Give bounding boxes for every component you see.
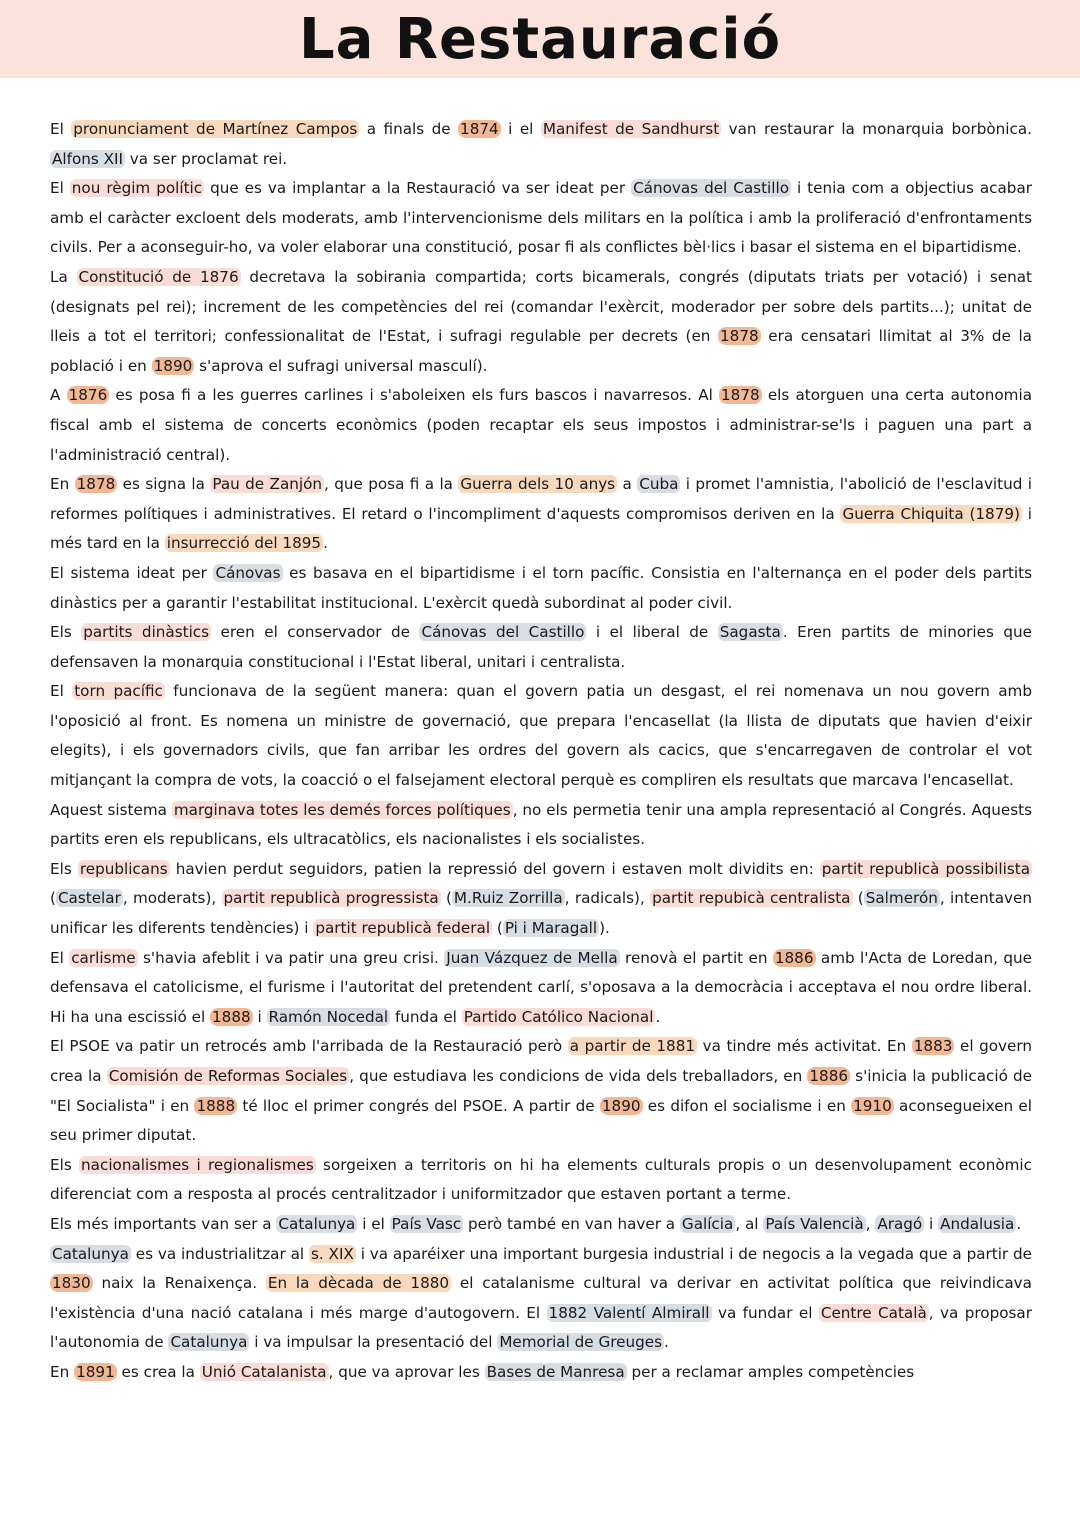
text-run: , moderats), (122, 889, 222, 908)
paragraph (50, 1032, 1032, 1150)
text-run: es va industrialitzar al (130, 1244, 309, 1263)
text-run: i va aparéixer una important burgesia industrial i de negocis a la vegada que a partir de (355, 1244, 1033, 1263)
highlighted-term: Catalunya (52, 1244, 129, 1263)
highlighted-term: insurrecció del 1895 (166, 534, 322, 553)
text-run: i el (357, 1214, 390, 1233)
text-run: a finals de (359, 120, 459, 138)
text-run: ( (440, 889, 452, 908)
text-run: Els (50, 623, 82, 642)
highlighted-term: País Valencià (765, 1214, 864, 1233)
highlighted-term: País Vasc (391, 1214, 462, 1233)
highlighted-term: Constitució de 1876 (78, 267, 239, 286)
text-run: decretava la sobirania compartida; corts bicamerals, congrés (diputats triats per votació) i senat (designats pel rei); increment de les competències del rei (comandar l'exèrcit, moderador per sobre dels partits...); unitat de lleis a tot el territori; confessionalitat de l'Estat, i sufragi regulable per decrets (en (50, 267, 1032, 346)
paragraph (50, 174, 1032, 263)
highlighted-term: Andalusia (940, 1214, 1015, 1233)
paragraph (50, 1210, 1032, 1240)
text-run: El (50, 120, 72, 138)
text-run: va fundar el (711, 1303, 819, 1322)
text-run: , va proposar l'autonomia de (50, 1303, 1032, 1352)
paragraph (50, 796, 1032, 855)
text-run: i (924, 1214, 939, 1233)
text-run: es posa fi a les guerres carlines i s'aboleixen els furs bascos i navarresos. Al (109, 386, 719, 405)
highlighted-term: 1890 (601, 1096, 641, 1115)
highlighted-term: Cánovas del Castillo (633, 179, 789, 198)
highlighted-term: 1874 (460, 120, 499, 138)
paragraph (50, 381, 1032, 470)
highlighted-term: En la dècada de 1880 (267, 1274, 450, 1293)
highlighted-term: Pi i Maragall (504, 919, 598, 938)
text-run: El sistema ideat per (50, 563, 214, 582)
highlighted-term: pronunciament de Martínez Campos (73, 120, 358, 138)
highlighted-term: partit repubicà centralista (652, 889, 851, 908)
highlighted-term: Pau de Zanjón (212, 475, 323, 494)
highlighted-term: nou règim polític (71, 179, 203, 198)
text-run: ( (492, 919, 503, 938)
text-run: va tindre més activitat. En (697, 1037, 912, 1056)
text-run: té lloc el primer congrés del PSOE. A partir de (237, 1096, 600, 1115)
highlighted-term: 1890 (153, 356, 193, 375)
text-run: va ser proclamat rei. (124, 149, 288, 168)
text-run: ). (599, 919, 610, 938)
highlighted-term: Bases de Manresa (486, 1362, 625, 1381)
highlighted-term: 1830 (52, 1274, 91, 1293)
text-run: Els més importants van ser a (50, 1214, 277, 1233)
text-run: i (252, 1007, 267, 1026)
paragraph (50, 263, 1032, 381)
highlighted-term: Juan Vázquez de Mella (446, 948, 618, 967)
highlighted-term: 1910 (853, 1096, 892, 1115)
text-run: , que estudiava les condicions de vida dels treballadors, en (349, 1067, 808, 1085)
text-run: que es va implantar a la Restauració va ser ideat per (204, 179, 632, 198)
text-run: i promet l'amnistia, l'abolició de l'esclavitud i reformes polítiques i administratives. El retard o l'incompliment d'aquests compromisos deriven en la (50, 475, 1032, 523)
text-run: es difon el socialisme i en (642, 1096, 852, 1115)
notes-body (50, 115, 1032, 1388)
highlighted-term: Centre Català (820, 1303, 927, 1322)
text-run: i més tard en la (50, 504, 1032, 553)
text-run: , no els permetia tenir una ampla representació al Congrés. Aquests partits eren els republicans, els ultracatòlics, els nacionalistes i els socialistes. (50, 800, 1033, 849)
text-run: s'havia afeblit i va patir una greu crisi. (137, 948, 445, 967)
text-run: naix la Renaixença. (92, 1274, 266, 1293)
text-run: , que va aprovar les (328, 1362, 485, 1381)
text-run: amb l'Acta de Loredan, que defensava el catolicisme, el furisme i l'autoritat del pretendent carlí, s'oposava a la democràcia i acceptava el nou ordre liberal. Hi ha una escissió el (50, 948, 1032, 1026)
highlighted-term: Cánovas del Castillo (421, 623, 585, 642)
paragraph (50, 115, 1032, 174)
paragraph (50, 1151, 1032, 1210)
paragraph (50, 855, 1032, 944)
highlighted-term: 1878 (720, 327, 759, 346)
highlighted-term: Partido Católico Nacional (463, 1007, 654, 1026)
highlighted-term: s. XIX (310, 1244, 354, 1263)
text-run: El (50, 682, 73, 701)
text-run: i el (500, 120, 541, 138)
text-run: En (50, 1362, 75, 1381)
text-run: Els (50, 859, 78, 878)
highlighted-term: Guerra Chiquita (1879) (842, 504, 1020, 523)
text-run: renovà el partit en (619, 948, 773, 967)
highlighted-term: Cánovas (215, 563, 281, 582)
highlighted-term: 1878 (76, 475, 116, 494)
text-run: , intentaven unificar les diferents tendències) i (50, 889, 1032, 938)
highlighted-term: 1886 (809, 1067, 849, 1085)
highlighted-term: torn pacífic (74, 682, 163, 701)
highlighted-term: Sagasta (719, 623, 781, 642)
highlighted-term: Ramón Nocedal (268, 1007, 389, 1026)
page-title: La Restauració (298, 6, 782, 72)
highlighted-term: nacionalismes i regionalismes (81, 1155, 314, 1174)
text-run: era censatari llimitat al 3% de la població i en (50, 327, 1032, 375)
text-run: ( (852, 889, 864, 908)
highlighted-term: republicans (79, 859, 168, 878)
text-run: a (617, 475, 638, 494)
text-run: A (50, 386, 67, 405)
highlighted-term: M.Ruiz Zorrilla (453, 889, 563, 908)
text-run: però també en van haver a (463, 1214, 680, 1233)
highlighted-term: marginava totes les demés forces polítiques (173, 800, 511, 819)
text-run: En (50, 475, 75, 494)
text-run: Aquest sistema (50, 800, 172, 819)
highlighted-term: Catalunya (170, 1333, 248, 1352)
text-run: es signa la (117, 475, 211, 494)
text-run: La (50, 267, 77, 286)
highlighted-term: 1888 (212, 1007, 251, 1026)
text-run: i el liberal de (586, 623, 718, 642)
highlighted-term: Cuba (639, 475, 679, 494)
highlighted-term: Alfons XII (52, 149, 123, 168)
text-run: s'aprova el sufragi universal masculí). (194, 356, 488, 375)
text-run: , al (735, 1214, 764, 1233)
highlighted-term: partit republicà federal (315, 919, 491, 938)
highlighted-term: 1876 (68, 386, 108, 405)
highlighted-term: Memorial de Greuges (499, 1333, 663, 1352)
text-run: , que posa fi a la (324, 475, 459, 494)
text-run: aconsegueixen el seu primer diputat. (50, 1096, 1032, 1145)
text-run: , (865, 1214, 876, 1233)
text-run: van restaurar la monarquia borbònica. (721, 120, 1032, 138)
highlighted-term: partit republicà possibilista (821, 859, 1030, 878)
highlighted-term: 1882 Valentí Almirall (548, 1303, 710, 1322)
text-run: . (664, 1333, 669, 1352)
paragraph (50, 618, 1032, 677)
paragraph (50, 470, 1032, 559)
highlighted-term: 1886 (774, 948, 814, 967)
text-run: i tenia com a objectius acabar amb el caràcter excloent dels moderats, amb l'intervencionisme dels militars en la política i amb la proliferació d'enfrontaments civils. Per a aconseguir-ho, va voler elaborar una constitució, posar fi als conflictes bèl·lics i basar el sistema en el bipartidisme. (50, 179, 1032, 257)
highlighted-term: Castelar (57, 889, 121, 908)
text-run: s'inicia la publicació de "El Socialista" i en (50, 1067, 1033, 1115)
highlighted-term: 1891 (76, 1362, 115, 1381)
text-run: funcionava de la següent manera: quan el govern patia un desgast, el rei nomenava un nou govern amb l'oposició al front. Es nomena un ministre de governació, que prepara l'encasellat (la llista de diputats que havien d'eixir elegits), i els governadors civils, que fan arribar les ordres del govern als cacics, que s'encarregaven de controlar el vot mitjançant la compra de vots, la coacció o el falsejament electoral perquè es compliren els resultats que marcava l'encasellat. (50, 682, 1032, 790)
text-run: funda el (390, 1007, 462, 1026)
text-run: es basava en el bipartidisme i el torn pacífic. Consistia en l'alternança en el poder dels partits dinàstics per a garantir l'estabilitat institucional. L'exèrcit quedà subordinat al poder civil. (50, 563, 1033, 612)
highlighted-term: Manifest de Sandhurst (542, 120, 720, 138)
highlighted-term: Guerra dels 10 anys (460, 475, 616, 494)
paragraph (50, 1240, 1032, 1358)
highlighted-term: Comisión de Reformas Sociales (108, 1067, 348, 1085)
text-run: ( (50, 889, 56, 908)
text-run: . (323, 534, 328, 553)
highlighted-term: carlisme (71, 948, 136, 967)
text-run: . (1016, 1214, 1022, 1233)
text-run: El (50, 948, 70, 967)
paragraph (50, 1358, 1032, 1388)
text-run: el govern crea la (50, 1037, 1032, 1085)
highlighted-term: Salmerón (865, 889, 938, 908)
text-run: i va impulsar la presentació del (249, 1333, 498, 1352)
text-run: per a reclamar amples competències (626, 1362, 915, 1381)
highlighted-term: 1883 (913, 1037, 953, 1056)
text-run: El (50, 179, 70, 198)
paragraph (50, 559, 1032, 618)
text-run: . Eren partits de minories que defensaven la monarquia constitucional i l'Estat liberal, unitari i centralista. (50, 623, 1032, 671)
text-run: havien perdut seguidors, patien la repressió del govern i estaven molt dividits en: (169, 859, 820, 878)
text-run: eren el conservador de (211, 623, 420, 642)
text-run: el catalanisme cultural va derivar en activitat política que reivindicava l'existència d'una nació catalana i més marge d'autogovern. El (50, 1274, 1032, 1322)
text-run: Els (50, 1155, 80, 1174)
title-banner (0, 0, 1080, 78)
text-run: es crea la (116, 1362, 200, 1381)
highlighted-term: Catalunya (278, 1214, 356, 1233)
text-run: els atorguen una certa autonomia fiscal amb el sistema de concerts econòmics (poden recaptar els seus impostos i administrar-se'ls i paguen una part a l'administració central). (50, 386, 1032, 464)
highlighted-term: partits dinàstics (83, 623, 210, 642)
text-run: sorgeixen a territoris on hi ha elements culturals propis o un desenvolupament econòmic diferenciat com a resposta al procés centralitzador i uniformitzador que estaven portant a terme. (50, 1155, 1032, 1204)
highlighted-term: Unió Catalanista (201, 1362, 327, 1381)
highlighted-term: Aragó (877, 1214, 923, 1233)
paragraph (50, 677, 1032, 795)
highlighted-term: Galícia (681, 1214, 734, 1233)
text-run: . (655, 1007, 661, 1026)
highlighted-term: 1888 (196, 1096, 236, 1115)
highlighted-term: 1878 (721, 386, 760, 405)
text-run: El PSOE va patir un retrocés amb l'arribada de la Restauració però (50, 1037, 568, 1056)
highlighted-term: partit republicà progressista (223, 889, 439, 908)
highlighted-term: a partir de 1881 (569, 1037, 696, 1056)
text-run: , radicals), (564, 889, 651, 908)
paragraph (50, 944, 1032, 1033)
